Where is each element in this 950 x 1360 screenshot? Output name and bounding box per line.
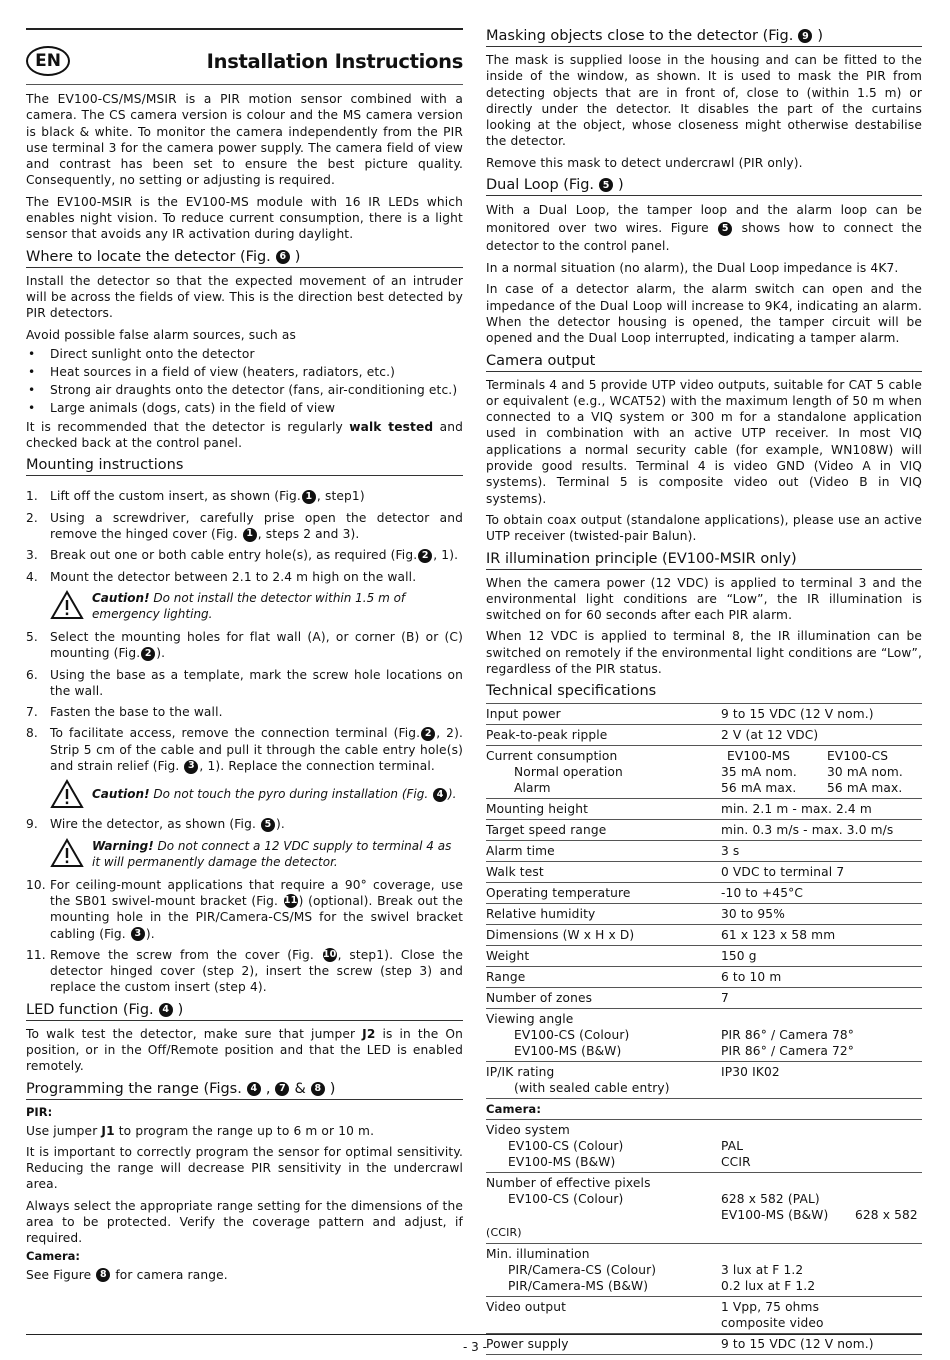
step-item: 4. Mount the detector between 2.1 to 2.4 m high on the wall.: [26, 569, 417, 584]
figure-number-icon: 8: [311, 1082, 325, 1096]
section-heading-mounting: Mounting instructions: [26, 457, 463, 476]
figure-number-icon: 6: [276, 250, 290, 264]
paragraph: To obtain coax output (standalone applications), please use an active UTP receiver (twisted-pair Balun).: [486, 512, 922, 544]
paragraph: See Figure 8 for camera range.: [26, 1267, 228, 1282]
table-row: IP/IK rating (with sealed cable entry) IP30 IK02: [486, 1062, 922, 1099]
mounting-steps: [26, 488, 463, 584]
figure-number-icon: 3: [131, 927, 145, 941]
paragraph: When the camera power (12 VDC) is applied to terminal 3 and the environmental light conditions are “Low”, the IR illumination is switched on for 60 seconds after each PIR alarm.: [486, 575, 922, 623]
warning-triangle-icon: [50, 779, 84, 809]
figure-number-icon: 7: [275, 1082, 289, 1096]
paragraph: Terminals 4 and 5 provide UTP video outputs, suitable for CAT 5 cable or equivalent (e.g., WCAT52) with the maximum length of 50 m when connected to a VIQ system or 300 m for a standalone application used in combination with an active UTP receiver. In most VIQ applications a normal security cable (for example, WN108W) will provide good results. Terminal 4 is video GND (Video A in VIQ systems). Terminal 5 is composite video out (Video B in VIQ systems).: [486, 377, 922, 506]
table-row: Input power 9 to 15 VDC (12 V nom.): [486, 704, 922, 725]
paragraph: Remove this mask to detect undercrawl (PIR only).: [486, 155, 803, 170]
table-row: Min. illumination PIR/Camera-CS (Colour) PIR/Camera-MS (B&W) 3 lux at F 1.2 0.2 lux at F 1.2: [486, 1244, 922, 1297]
warning-note: Warning! Do not connect a 12 VDC supply to terminal 4 as it will permanently damage the detector.: [50, 838, 463, 870]
figure-number-icon: 2: [141, 647, 155, 661]
mounting-steps: [26, 877, 463, 996]
right-column: [486, 28, 922, 1355]
figure-number-icon: 3: [184, 760, 198, 774]
section-heading-locate: Where to locate the detector (Fig. 6 ): [26, 249, 463, 268]
step-item: 3. Break out one or both cable entry hole(s), as required (Fig. 2 , 1).: [26, 548, 459, 563]
table-row: Dimensions (W x H x D) 61 x 123 x 58 mm: [486, 925, 922, 946]
step-item: 6. Using the base as a template, mark the screw hole locations on the wall.: [26, 667, 463, 698]
warning-triangle-icon: [50, 590, 84, 620]
table-row: Video output 1 Vpp, 75 ohms composite video: [486, 1297, 922, 1334]
title-row: [26, 38, 463, 85]
table-row: Power supply 9 to 15 VDC (12 V nom.): [486, 1334, 922, 1355]
step-item: 2. Using a screwdriver, carefully prise open the detector and remove the hinged cover (Fig. 1 , steps 2 and 3).: [26, 510, 463, 542]
section-heading-led: LED function (Fig. 4 ): [26, 1002, 463, 1021]
table-row: Range 6 to 10 m: [486, 967, 922, 988]
paragraph: Avoid possible false alarm sources, such as: [26, 327, 297, 342]
intro-paragraph: The EV100-MSIR is the EV100-MS module with 16 IR LEDs which enables night vision. To reduce current consumption, there is a light sensor that avoids any IR activation during daylight.: [26, 194, 463, 242]
pir-label: PIR:: [26, 1104, 53, 1119]
table-row: Number of effective pixels EV100-CS (Colour) 628 x 582 (PAL) EV100-MS (B&W) 628 x 582 (CCIR): [486, 1173, 922, 1244]
figure-number-icon: 10: [323, 948, 337, 962]
step-item: 9. Wire the detector, as shown (Fig. 5 ).: [26, 817, 285, 832]
paragraph: In case of a detector alarm, the alarm switch can open and the impedance of the Dual Loop will increase to 9K4, indicating an alarm. When the detector housing is opened, the tamper circuit will be opened and the Dual Loop interrupted, indicating a tamper alarm.: [486, 282, 922, 346]
footer-rule: [26, 1334, 922, 1335]
table-row: Relative humidity 30 to 95%: [486, 904, 922, 925]
page-number: - 3 -: [463, 1340, 487, 1354]
section-heading-ir: IR illumination principle (EV100-MSIR only): [486, 551, 922, 570]
figure-number-icon: 9: [798, 29, 812, 43]
step-item: 1. Lift off the custom insert, as shown (Fig. 1 , step1): [26, 489, 365, 504]
paragraph: Always select the appropriate range setting for the dimensions of the area to be protected. Verify the coverage pattern and adjust, if required.: [26, 1198, 463, 1246]
figure-number-icon: 8: [96, 1268, 110, 1282]
paragraph: In a normal situation (no alarm), the Dual Loop impedance is 4K7.: [486, 261, 899, 276]
figure-number-icon: 4: [159, 1003, 173, 1017]
figure-number-icon: 4: [433, 788, 447, 802]
table-row: Current consumption Normal operation Alarm EV100-MS EV100-CS 35 mA nom. 30 mA nom. 56 mA max. 56 mA max.: [486, 746, 922, 799]
table-row: Camera:: [486, 1099, 922, 1120]
left-column: [26, 28, 463, 1288]
mounting-steps: [26, 816, 463, 832]
step-item: 10. For ceiling-mount applications that require a 90° coverage, use the SB01 swivel-mount bracket (Fig. 11) (optional). Break out the mounting hole in the PIR/Camera-CS/MS for the swivel bracket cabling (Fig. 3 ).: [26, 877, 463, 941]
language-badge: EN: [26, 46, 70, 76]
paragraph: When 12 VDC is applied to terminal 8, the IR illumination can be switched on remotely if the environmental light conditions are “Low”, regardless of the PIR status.: [486, 629, 922, 677]
spec-table: [486, 703, 922, 1355]
table-row: Walk test 0 VDC to terminal 7: [486, 862, 922, 883]
paragraph: With a Dual Loop, the tamper loop and the alarm loop can be monitored over two wires. Figure 5 shows how to connect the detector to the control panel.: [486, 203, 922, 254]
false-alarm-list: [26, 345, 463, 417]
paragraph: To walk test the detector, make sure that jumper J2 is in the On position, or in the Off/Remote position and that the LED is enabled remotely.: [26, 1026, 463, 1074]
paragraph: Install the detector so that the expected movement of an intruder will be across the fields of view. This is the direction best detected by PIR detectors.: [26, 273, 463, 321]
paragraph: It is important to correctly program the sensor for optimal sensitivity. Reducing the range will decrease PIR sensitivity in the undercrawl area.: [26, 1144, 463, 1192]
figure-number-icon: 5: [261, 818, 275, 832]
list-item: • Heat sources in a field of view (heaters, radiators, etc.): [26, 363, 463, 381]
section-heading-camera-output: Camera output: [486, 353, 922, 372]
table-row: Viewing angle EV100-CS (Colour) EV100-MS (B&W) PIR 86° / Camera 78° PIR 86° / Camera 72°: [486, 1009, 922, 1062]
figure-number-icon: 2: [418, 549, 432, 563]
step-item: 5. Select the mounting holes for flat wall (A), or corner (B) or (C) mounting (Fig. 2 ).: [26, 629, 463, 661]
paragraph: It is recommended that the detector is regularly walk tested and checked back at the control panel.: [26, 419, 463, 451]
paragraph: Use jumper J1 to program the range up to 6 m or 10 m.: [26, 1123, 375, 1138]
table-row: Mounting height min. 2.1 m - max. 2.4 m: [486, 799, 922, 820]
section-heading-dual-loop: Dual Loop (Fig. 5 ): [486, 177, 922, 196]
step-item: 8. To facilitate access, remove the connection terminal (Fig. 2 , 2). Strip 5 cm of the cable and pull it through the cable entry hole(s) and strain relief (Fig. 3 , 1). Replace the connection terminal.: [26, 726, 463, 774]
top-rule: [26, 28, 463, 30]
caution-note: Caution! Do not install the detector within 1.5 m of emergency lighting.: [50, 590, 463, 622]
figure-number-icon: 2: [421, 727, 435, 741]
figure-number-icon: 5: [599, 178, 613, 192]
table-row: Operating temperature -10 to +45°C: [486, 883, 922, 904]
table-row: Peak-to-peak ripple 2 V (at 12 VDC): [486, 725, 922, 746]
list-item: • Large animals (dogs, cats) in the field of view: [26, 399, 463, 417]
table-row: Weight 150 g: [486, 946, 922, 967]
table-row: Alarm time 3 s: [486, 841, 922, 862]
step-item: 11. Remove the screw from the cover (Fig. 10, step1). Close the detector hinged cover (step 2), insert the screw (step 3) and replace the custom insert (step 4).: [26, 947, 464, 995]
figure-number-icon: 1: [302, 490, 316, 504]
figure-number-icon: 11: [284, 894, 298, 908]
mounting-steps: [26, 629, 463, 774]
caution-note: Caution! Do not touch the pyro during installation (Fig. 4 ).: [50, 779, 463, 809]
table-row: Video system EV100-CS (Colour) EV100-MS (B&W) PAL CCIR: [486, 1120, 922, 1173]
section-heading-masking: Masking objects close to the detector (Fig. 9 ): [486, 28, 922, 47]
step-item: 7. Fasten the base to the wall.: [26, 705, 223, 720]
figure-number-icon: 1: [243, 528, 257, 542]
table-row: Target speed range min. 0.3 m/s - max. 3.0 m/s: [486, 820, 922, 841]
camera-label: Camera:: [26, 1248, 81, 1263]
list-item: • Direct sunlight onto the detector: [26, 345, 463, 363]
page-title: Installation Instructions: [206, 49, 463, 73]
table-row: Number of zones 7: [486, 988, 922, 1009]
warning-triangle-icon: [50, 838, 84, 868]
section-heading-range: Programming the range (Figs. 4 , 7 & 8 ): [26, 1081, 463, 1100]
intro-paragraph: The EV100-CS/MS/MSIR is a PIR motion sensor combined with a camera. The CS camera version is colour and the MS camera version is black & white. To monitor the camera independently from the PIR use terminal 3 for the camera power supply. The camera field of view and contrast has been set to ensure the best picture quality. Consequently, no setting or adjusting is required.: [26, 92, 463, 188]
figure-number-icon: 5: [718, 222, 732, 236]
figure-number-icon: 4: [247, 1082, 261, 1096]
paragraph: The mask is supplied loose in the housing and can be fitted to the inside of the window, as shown. It is used to mask the PIR from detecting objects that are in front of, close to (within 1.5 m) or directly under the detector. It disables the part of the curtains looking at the object, whose closeness might otherwise destabilise the detector.: [486, 53, 922, 149]
section-heading-specs: Technical specifications: [486, 683, 657, 700]
list-item: • Strong air draughts onto the detector (fans, air-conditioning etc.): [26, 381, 463, 399]
